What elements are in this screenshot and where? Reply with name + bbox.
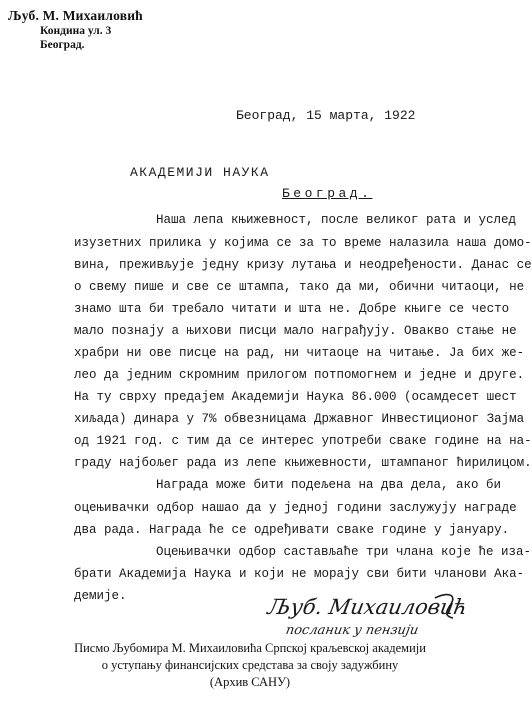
- letter-city: Београд.: [282, 186, 373, 201]
- body-line: о свему пише и све се штампа, тако да ми, обични читаоци, не: [74, 280, 525, 294]
- caption-line-1: Писмо Љубомира М. Михаиловића Српској краљевској академији: [74, 641, 426, 655]
- sender-city: Београд.: [40, 39, 85, 51]
- body-line: мало познају а њихови писци мало награђују. Овакво стање не: [74, 324, 517, 338]
- sender-street: Кондина ул. 3: [40, 25, 112, 37]
- signature-title: посланик у пензији: [284, 623, 420, 638]
- letter-date: Београд, 15 марта, 1922: [236, 108, 416, 123]
- caption-line-3: (Архив САНУ): [209, 675, 291, 689]
- document-caption: [0, 640, 500, 691]
- body-line: брати Академија Наука и који не морају сви бити чланови Ака-: [74, 567, 525, 581]
- body-line: На ту сврху предајем Академији Наука 86.000 (осамдесет шест: [74, 390, 517, 404]
- body-line: хиљада) динара у 7% обвезницама Државног Инвестиционог Зајма: [74, 412, 525, 426]
- body-line: лео да једним скромним прилогом потпомогнем и једне и друге.: [74, 368, 525, 382]
- body-line: граду најбољег рада из лепе књижевности, штампаног ћирилицом.: [74, 456, 532, 470]
- body-line: демије.: [74, 589, 127, 603]
- body-line: Наша лепа књижевност, после великог рата и услед: [156, 213, 517, 227]
- body-line: оцењивачки одбор нашао да у једној години заслужују награде: [74, 501, 517, 515]
- letterhead-stamp: [8, 8, 158, 51]
- body-line: два рада. Награда ће се одређивати сваке године у јануару.: [74, 523, 510, 537]
- body-line: Награда може бити подељена на два дела, ако би: [156, 478, 502, 492]
- sender-name: Љуб. М. Михаиловић: [8, 8, 143, 23]
- body-line: вина, преживљује једну кризу лутања и неодређености. Данас се: [74, 258, 532, 272]
- handwritten-signature: [265, 590, 470, 640]
- signature-name: Љуб. Михаиловић: [265, 594, 470, 619]
- caption-line-2: о уступању финансијских средстава за своју задужбину: [101, 658, 399, 672]
- body-line: храбри ни ове писце на рад, ни читаоце на читање. Ја бих же-: [74, 346, 525, 360]
- body-line: од 1921 год. с тим да се интерес употреби сваке године на на-: [74, 434, 532, 448]
- body-line: знамо шта би требало читати и шта не. Добре књиге се често: [74, 302, 510, 316]
- body-line: изузетних прилика у којима се за то време налазила наша домо-: [74, 236, 532, 250]
- letter-recipient: АКАДЕМИЈИ НАУКА: [130, 165, 270, 180]
- body-line: Оцењивачки одбор састављаће три члана које ће иза-: [156, 545, 532, 559]
